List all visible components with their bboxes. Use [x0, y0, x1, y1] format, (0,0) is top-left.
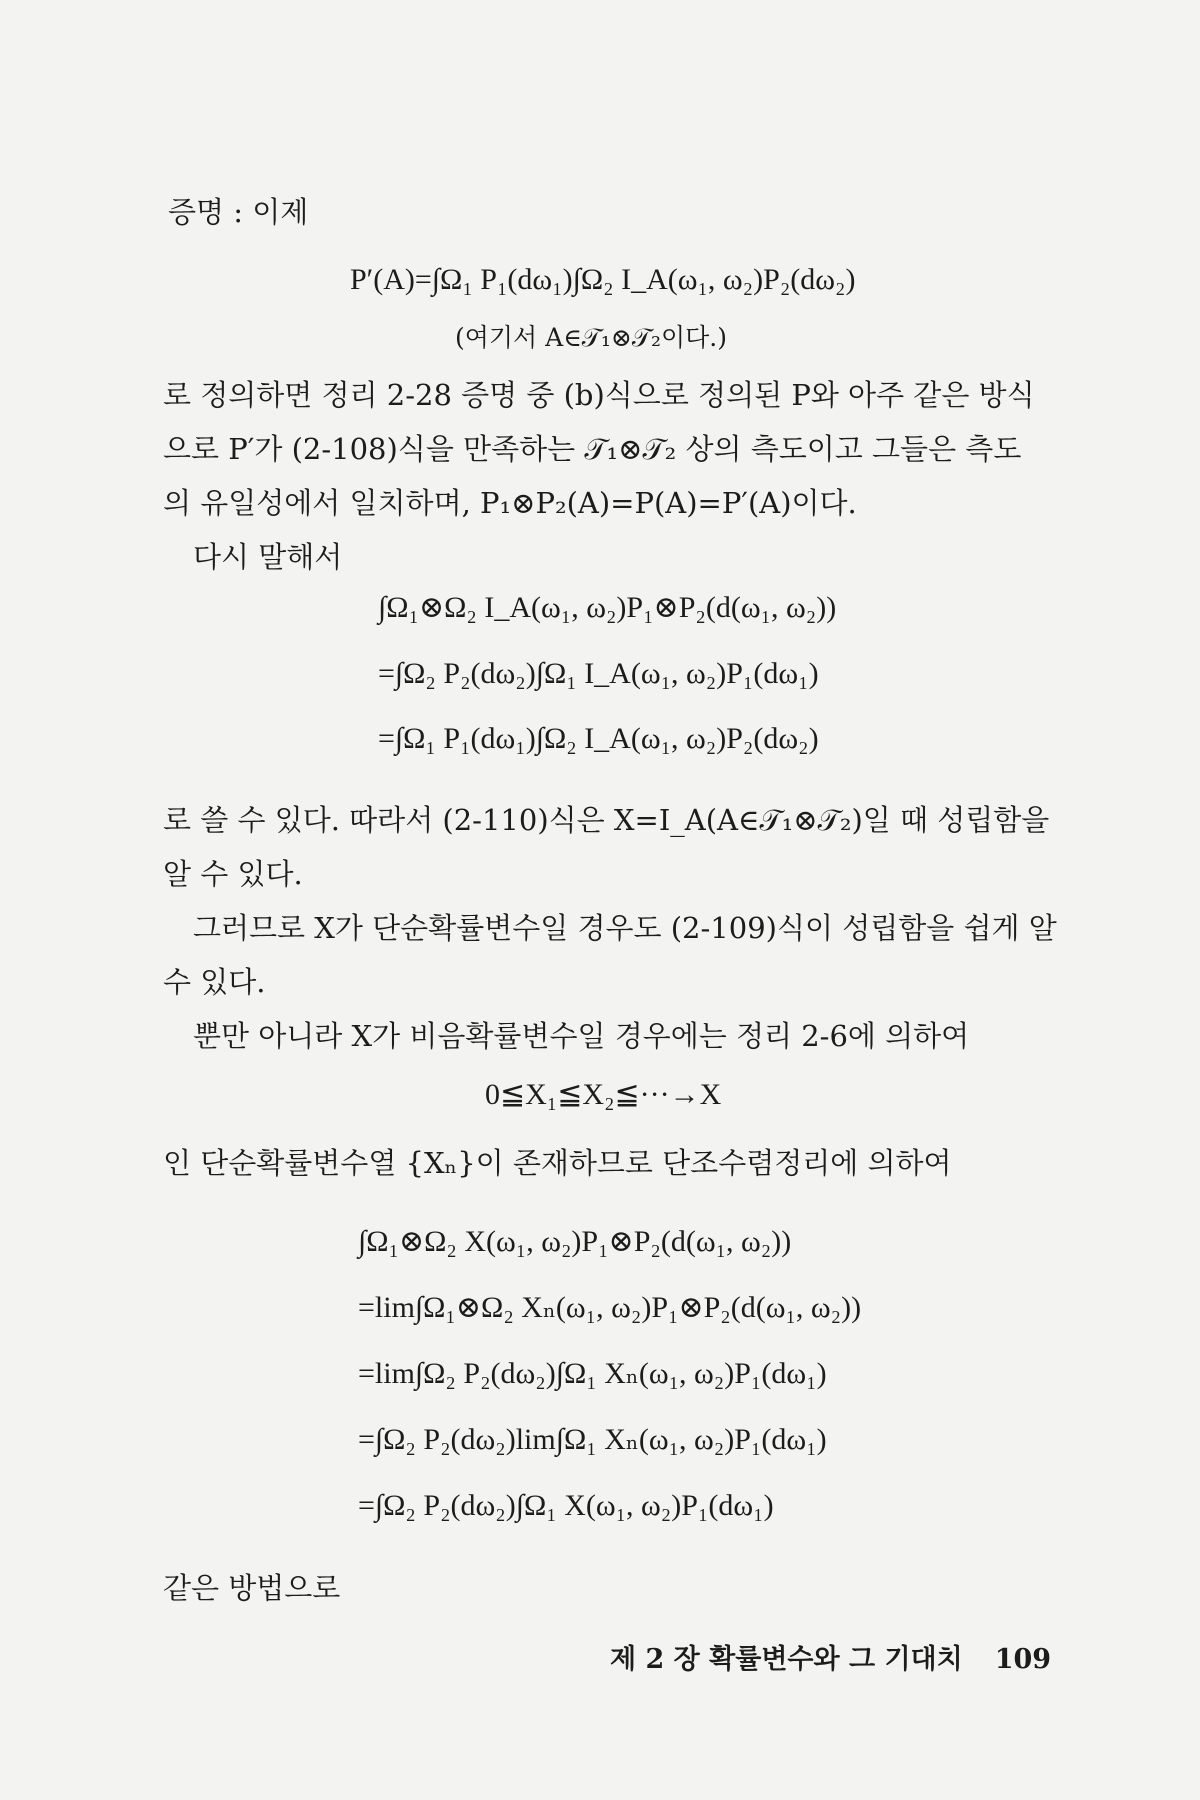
page-footer	[610, 1642, 1051, 1678]
paragraph-2-intro: 다시 말해서	[193, 540, 343, 574]
paragraph-1-line-1: 로 정의하면 정리 2-28 증명 중 (b)식으로 정의된 P와 아주 같은 방식	[163, 378, 1035, 412]
paragraph-3-line-2: 알 수 있다.	[163, 857, 303, 891]
paragraph-1-line-2: 으로 P′가 (2-108)식을 만족하는 𝒯₁⊗𝒯₂ 상의 측도이고 그들은 측도	[163, 432, 1022, 466]
equation-block-2-line-3: =lim∫Ω₂ P₂(dω₂)∫Ω₁ Xₙ(ω₁, ω₂)P₁(dω₁)	[358, 1357, 827, 1390]
equation-block-1-line-2: =∫Ω₂ P₂(dω₂)∫Ω₁ I_A(ω₁, ω₂)P₁(dω₁)	[378, 657, 819, 690]
equation-monotone-sequence: 0≦X₁≦X₂≦···→X	[485, 1078, 722, 1111]
paragraph-4-line-1: 그러므로 X가 단순확률변수일 경우도 (2-109)식이 성립함을 쉽게 알	[193, 911, 1057, 945]
equation-block-2-line-5: =∫Ω₂ P₂(dω₂)∫Ω₁ X(ω₁, ω₂)P₁(dω₁)	[358, 1489, 774, 1522]
chapter-title: 제 2 장 확률변수와 그 기대치	[610, 1644, 963, 1675]
paragraph-1-line-3: 의 유일성에서 일치하며, P₁⊗P₂(A)=P(A)=P′(A)이다.	[163, 486, 857, 520]
equation-block-2-line-2: =lim∫Ω₁⊗Ω₂ Xₙ(ω₁, ω₂)P₁⊗P₂(d(ω₁, ω₂))	[358, 1291, 862, 1324]
equation-p-prime-definition: P′(A)=∫Ω₁ P₁(dω₁)∫Ω₂ I_A(ω₁, ω₂)P₂(dω₂)	[350, 263, 856, 296]
paragraph-3-line-1: 로 쓸 수 있다. 따라서 (2-110)식은 X=I_A(A∈𝒯₁⊗𝒯₂)일 때 성립함을	[163, 803, 1050, 837]
page-number: 109	[994, 1644, 1052, 1675]
equation-note: (여기서 A∈𝒯₁⊗𝒯₂이다.)	[455, 323, 728, 352]
equation-block-2-line-4: =∫Ω₂ P₂(dω₂)lim∫Ω₁ Xₙ(ω₁, ω₂)P₁(dω₁)	[358, 1423, 827, 1456]
equation-block-2-line-1: ∫Ω₁⊗Ω₂ X(ω₁, ω₂)P₁⊗P₂(d(ω₁, ω₂))	[358, 1225, 792, 1258]
equation-block-1-line-3: =∫Ω₁ P₁(dω₁)∫Ω₂ I_A(ω₁, ω₂)P₂(dω₂)	[378, 722, 819, 755]
equation-block-1-line-1: ∫Ω₁⊗Ω₂ I_A(ω₁, ω₂)P₁⊗P₂(d(ω₁, ω₂))	[378, 591, 837, 624]
proof-intro: 증명 : 이제	[168, 195, 309, 229]
paragraph-7-line-1: 같은 방법으로	[163, 1571, 341, 1605]
paragraph-4-line-2: 수 있다.	[163, 965, 266, 999]
paragraph-6-line-1: 인 단순확률변수열 {Xₙ}이 존재하므로 단조수렴정리에 의하여	[163, 1146, 952, 1180]
paragraph-5-line-1: 뿐만 아니라 X가 비음확률변수일 경우에는 정리 2-6에 의하여	[193, 1019, 970, 1053]
